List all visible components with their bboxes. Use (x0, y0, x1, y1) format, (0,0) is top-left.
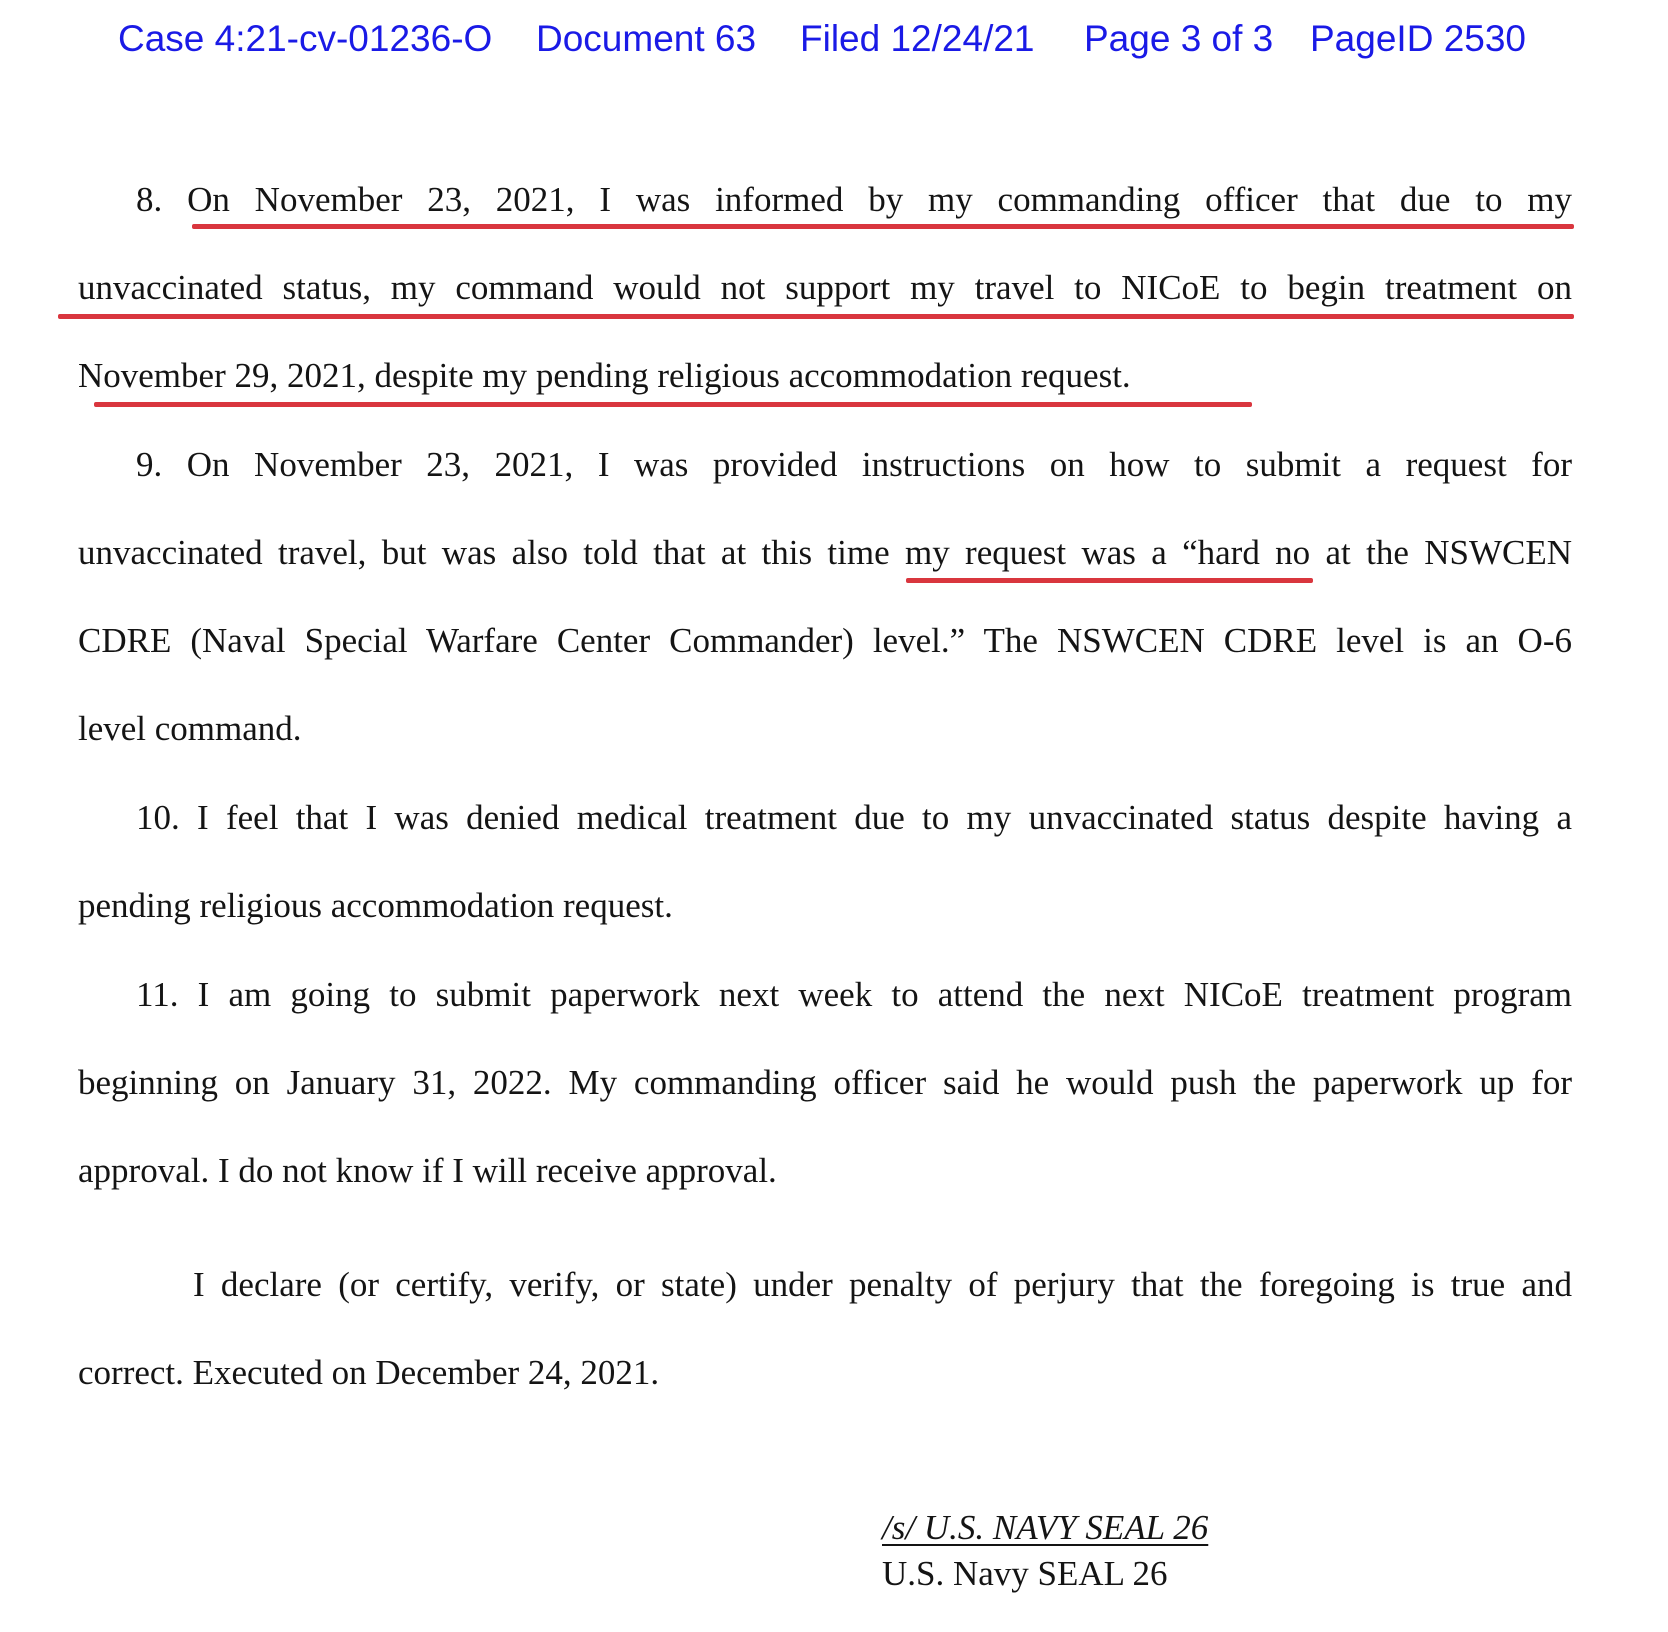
paragraph-10-line-2: pending religious accommodation request. (78, 886, 673, 925)
paragraph-9-line-1: 9. On November 23, 2021, I was provided instructions on how to submit a request for (136, 445, 1572, 484)
header-page-id: PageID 2530 (1310, 18, 1527, 59)
paragraph-11-line-3: approval. I do not know if I will receive approval. (78, 1151, 777, 1190)
red-underline-annotation (192, 224, 1574, 229)
paragraph-9-line-3: CDRE (Naval Special Warfare Center Commander) level.” The NSWCEN CDRE level is an O-6 (78, 621, 1572, 660)
paragraph-9-line-2: unvaccinated travel, but was also told that at this time my request was a “hard no at the NSWCEN (78, 533, 1572, 572)
header-filed-date: Filed 12/24/21 (800, 18, 1035, 59)
header-case-number: Case 4:21-cv-01236-O (118, 18, 493, 59)
paragraph-11-line-1: 11. I am going to submit paperwork next week to attend the next NICoE treatment program (136, 975, 1572, 1014)
declaration-line-2: correct. Executed on December 24, 2021. (78, 1353, 660, 1392)
red-underline-annotation (94, 402, 1252, 407)
paragraph-8-line-3: November 29, 2021, despite my pending religious accommodation request. (78, 356, 1131, 395)
paragraph-10-line-1: 10. I feel that I was denied medical treatment due to my unvaccinated status despite having a (136, 798, 1572, 837)
paragraph-9-line-4: level command. (78, 709, 302, 748)
red-underline-annotation (58, 314, 1574, 319)
declaration-line-1: I declare (or certify, verify, or state) under penalty of perjury that the foregoing is true and (193, 1265, 1572, 1304)
header-document-number: Document 63 (536, 18, 757, 59)
signatory-name: U.S. Navy SEAL 26 (882, 1554, 1168, 1593)
red-underline-annotation (906, 578, 1313, 583)
paragraph-8-line-1: 8. On November 23, 2021, I was informed by my commanding officer that due to my (136, 180, 1572, 219)
paragraph-8-line-2: unvaccinated status, my command would not support my travel to NICoE to begin treatment on (78, 268, 1572, 307)
header-page-count: Page 3 of 3 (1084, 18, 1274, 59)
paragraph-11-line-2: beginning on January 31, 2022. My commanding officer said he would push the paperwork up for (78, 1063, 1572, 1102)
electronic-signature: /s/ U.S. NAVY SEAL 26 (882, 1508, 1209, 1547)
